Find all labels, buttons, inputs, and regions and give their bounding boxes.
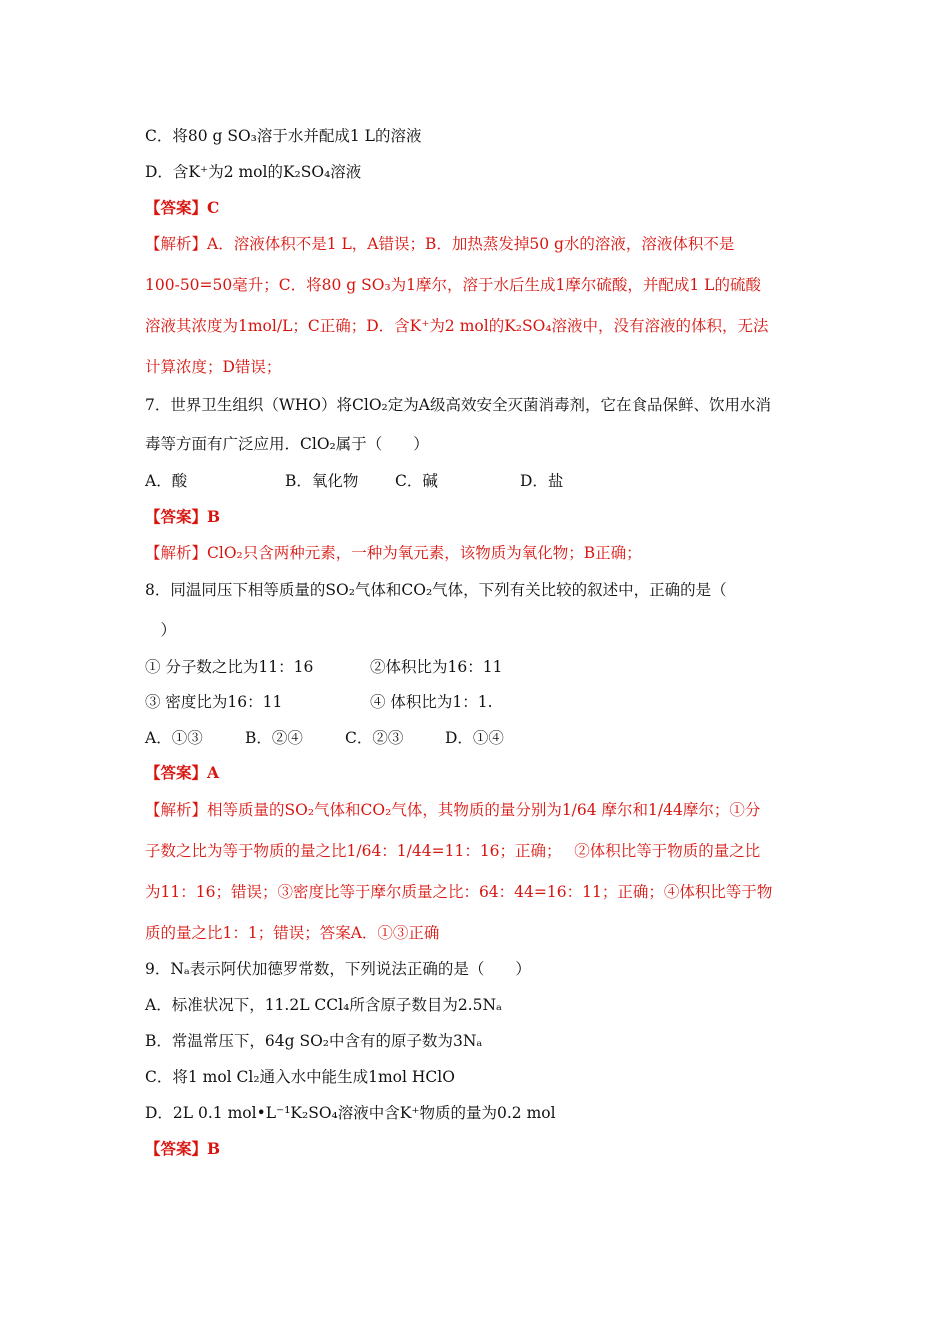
q6-analysis-line-2: 100-50=50毫升；C．将80 g SO₃为1摩尔，溶于水后生成1摩尔硫酸，并配成1 L的硫酸 <box>145 276 761 294</box>
q8-option-b: B．②④ <box>245 729 303 747</box>
q8-answer: 【答案】A <box>145 763 220 782</box>
q6-analysis-line-4: 计算浓度；D错误； <box>145 358 282 376</box>
q8-analysis-line-4: 质的量之比1：1；错误；答案A．①③正确 <box>145 924 440 942</box>
q8-statement-1: ① 分子数之比为11：16 <box>145 658 314 676</box>
q9-option-c: C．将1 mol Cl₂通入水中能生成1mol HClO <box>145 1068 455 1086</box>
q7-stem-line-1: 7．世界卫生组织（WHO）将ClO₂定为A级高效安全灭菌消毒剂，它在食品保鲜、饮用水消 <box>145 396 771 414</box>
q8-stem-line-2: ） <box>145 621 177 639</box>
q9-stem: 9．Nₐ表示阿伏加德罗常数，下列说法正确的是（ ） <box>145 960 531 978</box>
q9-answer: 【答案】B <box>145 1139 221 1158</box>
q7-option-d: D．盐 <box>520 472 564 490</box>
q7-analysis: 【解析】ClO₂只含两种元素，一种为氧元素，该物质为氧化物；B正确； <box>145 544 642 562</box>
q6-option-c: C．将80 g SO₃溶于水并配成1 L的溶液 <box>145 127 422 145</box>
q6-option-d: D．含K⁺为2 mol的K₂SO₄溶液 <box>145 163 362 181</box>
q7-stem-line-2: 毒等方面有广泛应用．ClO₂属于（ ） <box>145 435 429 453</box>
q7-option-b: B．氧化物 <box>285 472 359 490</box>
q8-statements-row-2 <box>145 691 625 713</box>
q8-analysis-line-2: 子数之比为等于物质的量之比1/64：1/44=11：16；正确； ②体积比等于物质的量之比 <box>145 842 761 860</box>
q8-stem-line-1: 8．同温同压下相等质量的SO₂气体和CO₂气体，下列有关比较的叙述中，正确的是（ <box>145 581 727 599</box>
q8-option-c: C．②③ <box>345 729 404 747</box>
q7-answer: 【答案】B <box>145 507 221 526</box>
q6-analysis-line-3: 溶液其浓度为1mol/L；C正确；D．含K⁺为2 mol的K₂SO₄溶液中，没有溶液的体积，无法 <box>145 317 769 335</box>
q7-options <box>145 470 665 492</box>
q8-analysis-line-3: 为11：16；错误；③密度比等于摩尔质量之比：64：44=16：11；正确；④体积比等于物 <box>145 883 773 901</box>
q8-option-d: D．①④ <box>445 729 504 747</box>
q8-statements-row-1 <box>145 656 625 678</box>
q9-option-d: D．2L 0.1 mol•L⁻¹K₂SO₄溶液中含K⁺物质的量为0.2 mol <box>145 1104 556 1122</box>
q9-option-b: B．常温常压下，64g SO₂中含有的原子数为3Nₐ <box>145 1032 483 1050</box>
q8-statement-3: ③ 密度比为16：11 <box>145 693 283 711</box>
q8-options <box>145 727 625 749</box>
q8-statement-4: ④ 体积比为1：1. <box>370 693 493 711</box>
q6-answer: 【答案】C <box>145 198 220 217</box>
q7-option-c: C．碱 <box>395 472 438 490</box>
q8-statement-2: ②体积比为16：11 <box>370 658 503 676</box>
q6-analysis-line-1: 【解析】A．溶液体积不是1 L，A错误；B．加热蒸发掉50 g水的溶液，溶液体积不是 <box>145 235 735 253</box>
q7-option-a: A．酸 <box>145 472 188 490</box>
q9-option-a: A．标准状况下，11.2L CCl₄所含原子数目为2.5Nₐ <box>145 996 503 1014</box>
q8-analysis-line-1: 【解析】相等质量的SO₂气体和CO₂气体，其物质的量分别为1/64 摩尔和1/44摩尔；①分 <box>145 801 761 819</box>
q8-option-a: A．①③ <box>145 729 203 747</box>
